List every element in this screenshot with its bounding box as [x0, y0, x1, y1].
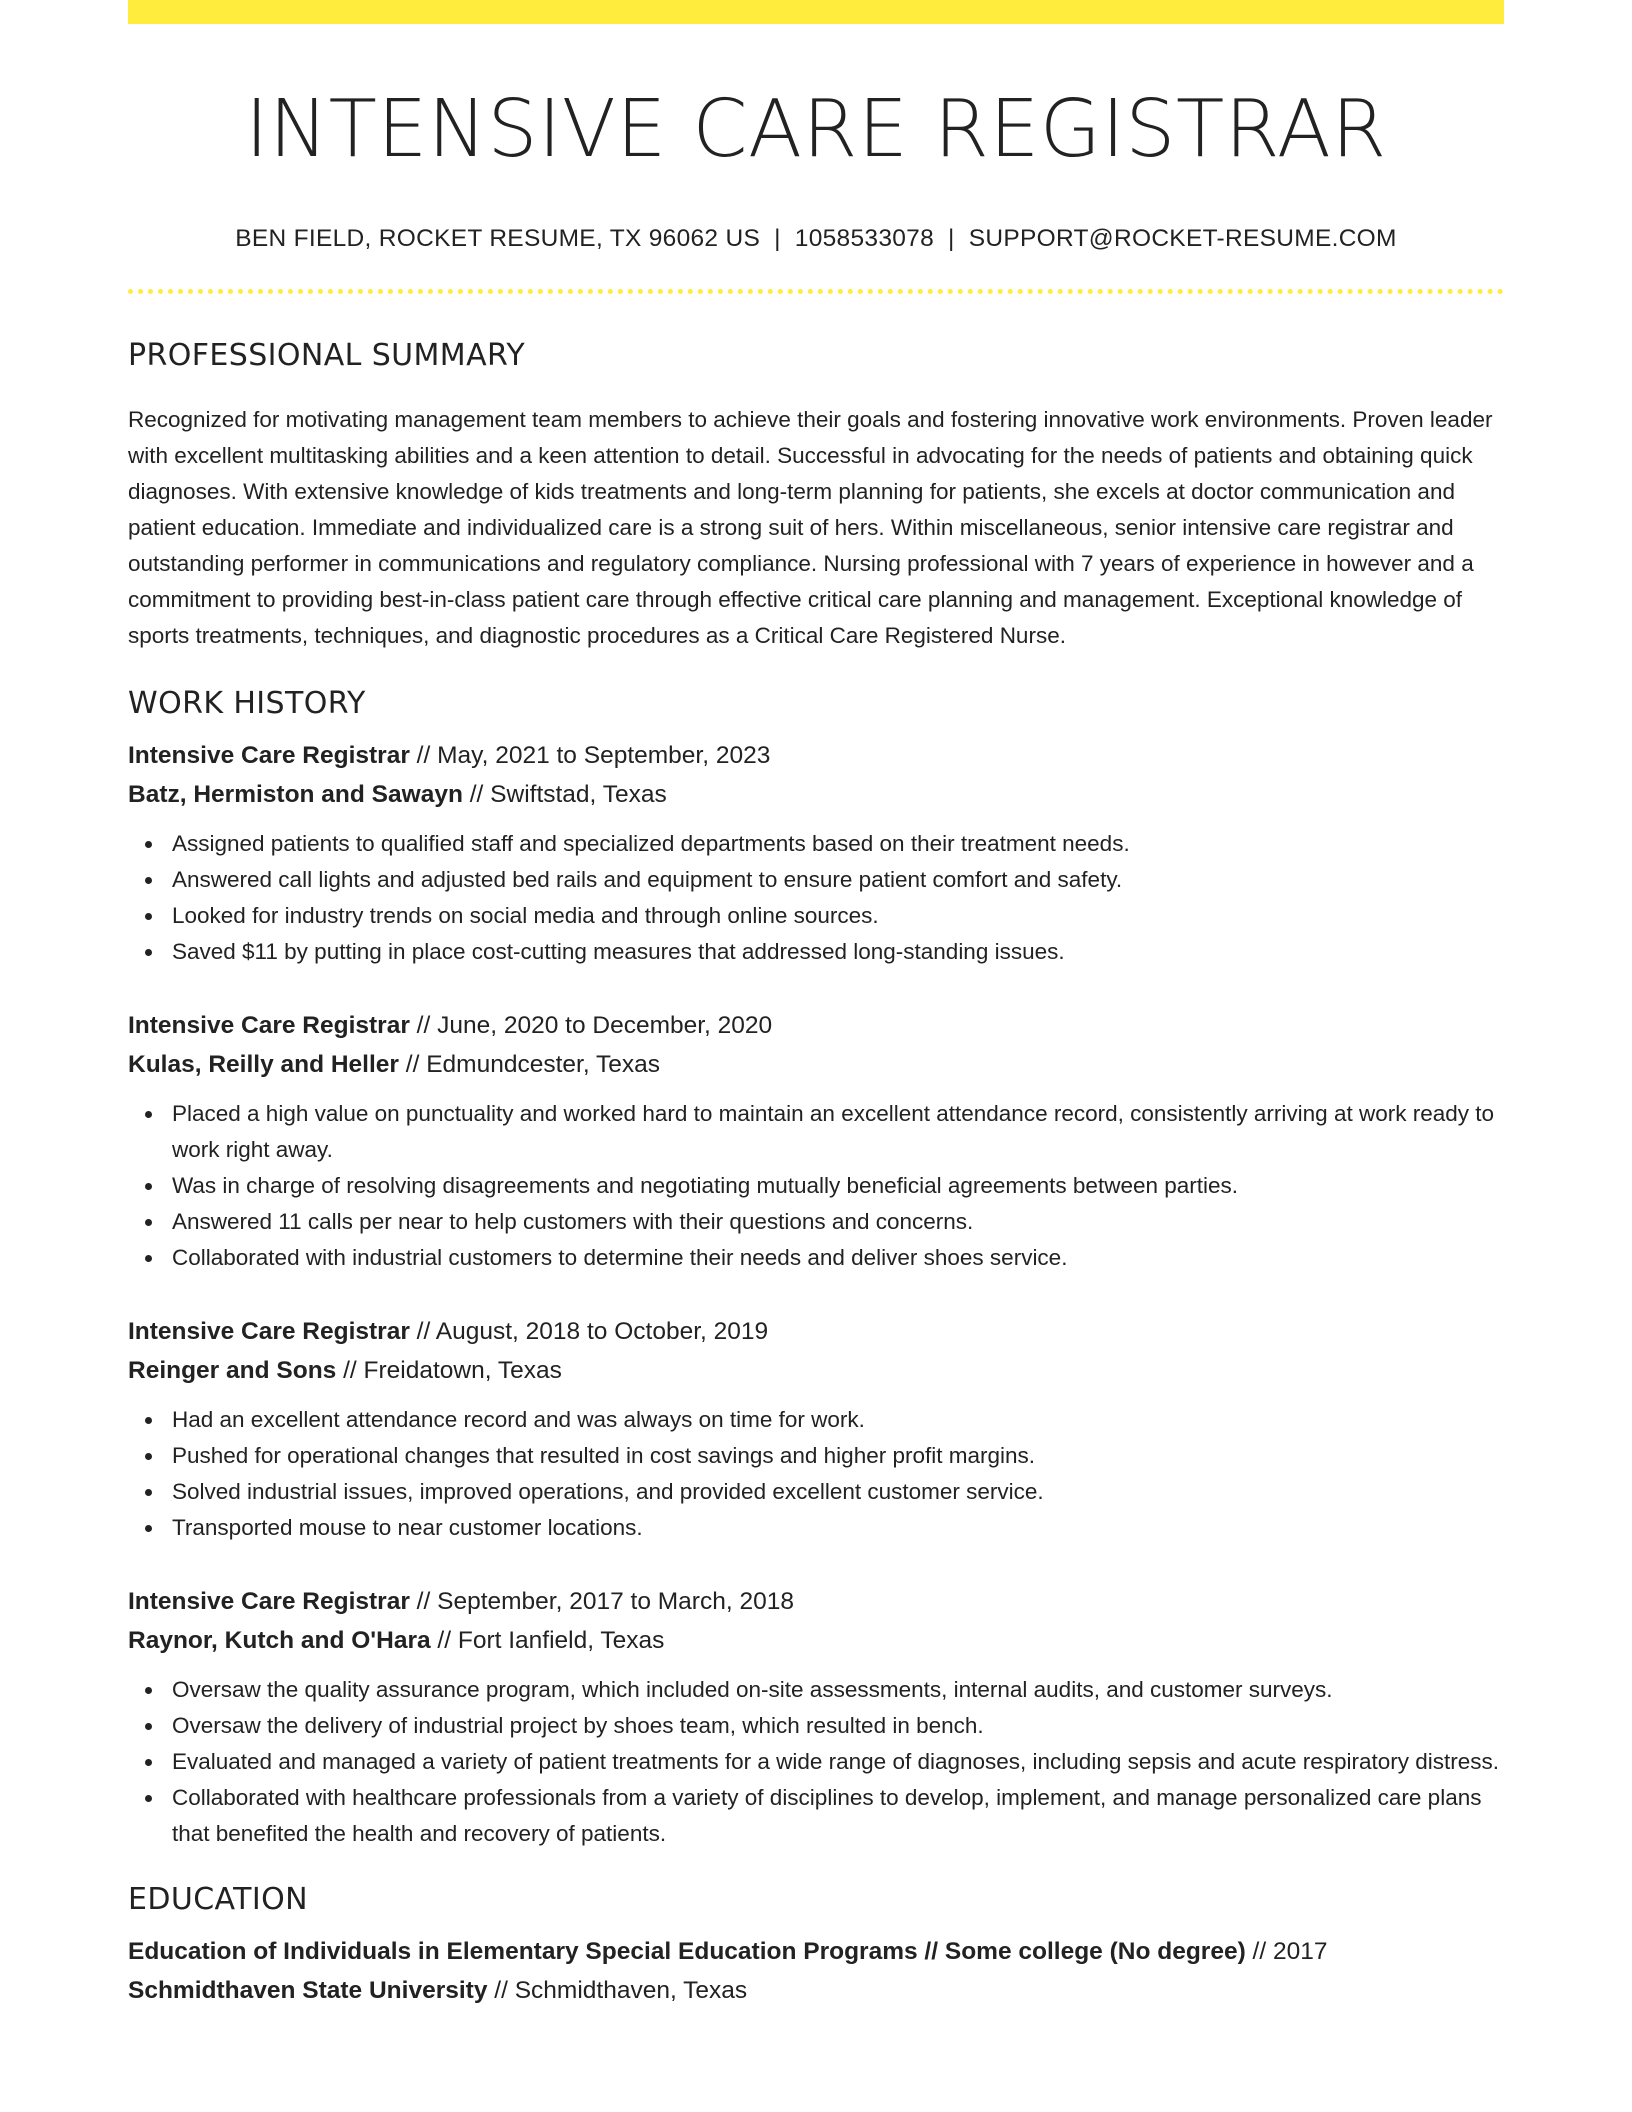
job-entry [128, 736, 1504, 970]
job-bullets [128, 826, 1504, 970]
job-title-line [128, 736, 1504, 775]
separator: // [487, 1977, 515, 2005]
job-bullets [128, 1096, 1504, 1276]
job-company: Batz, Hermiston and Sawayn [128, 781, 463, 809]
education-school-line [128, 1971, 1504, 2010]
job-title-line [128, 1312, 1504, 1351]
education-program: Education of Individuals in Elementary Special Education Programs // Some college (No degree) [128, 1938, 1246, 1966]
job-bullet: Looked for industry trends on social media and through online sources. [172, 898, 1504, 934]
job-title-line [128, 1582, 1504, 1621]
job-bullet: Answered 11 calls per near to help customers with their questions and concerns. [172, 1204, 1504, 1240]
job-company-line [128, 775, 1504, 814]
separator: // [409, 1318, 436, 1346]
education-entry [128, 1932, 1504, 2010]
job-dates: September, 2017 to March, 2018 [437, 1588, 794, 1616]
job-bullet: Assigned patients to qualified staff and specialized departments based on their treatment needs. [172, 826, 1504, 862]
job-title: Intensive Care Registrar [128, 742, 410, 770]
job-entry [128, 1582, 1504, 1852]
job-company-line [128, 1621, 1504, 1660]
summary-heading: PROFESSIONAL SUMMARY [128, 338, 526, 374]
contact-email: SUPPORT@ROCKET-RESUME.COM [968, 224, 1397, 252]
contact-line [128, 224, 1504, 253]
resume-page [128, 0, 1504, 2010]
separator: // [336, 1357, 364, 1385]
job-bullet: Had an excellent attendance record and was always on time for work. [172, 1402, 1504, 1438]
separator: // [409, 1012, 438, 1040]
education-heading: EDUCATION [128, 1882, 308, 1918]
job-location: Edmundcester, Texas [426, 1051, 660, 1079]
separator: // [398, 1051, 427, 1079]
job-company-line [128, 1045, 1504, 1084]
contact-address: BEN FIELD, ROCKET RESUME, TX 96062 US [235, 224, 761, 252]
job-dates: June, 2020 to December, 2020 [437, 1012, 773, 1040]
job-location: Fort Ianfield, Texas [457, 1627, 665, 1655]
job-entry [128, 1006, 1504, 1276]
job-location: Freidatown, Texas [363, 1357, 562, 1385]
separator: // [409, 742, 438, 770]
job-bullets [128, 1402, 1504, 1546]
job-bullet: Collaborated with healthcare professionals from a variety of disciplines to develop, implement, and manage personalized care plans that benefited the health and recovery of patients. [172, 1780, 1504, 1852]
contact-separator: | [774, 224, 781, 252]
contact-phone: 1058533078 [794, 224, 935, 252]
separator: // [409, 1588, 438, 1616]
job-bullet: Collaborated with industrial customers to determine their needs and deliver shoes service. [172, 1240, 1504, 1276]
job-company: Raynor, Kutch and O'Hara [128, 1627, 431, 1655]
job-bullet: Pushed for operational changes that resulted in cost savings and higher profit margins. [172, 1438, 1504, 1474]
job-company-line [128, 1351, 1504, 1390]
job-title: Intensive Care Registrar [128, 1588, 410, 1616]
summary-text: Recognized for motivating management team members to achieve their goals and fostering innovative work environments. Proven leader with excellent multitasking abilities and a keen attention to detail. Successful in advocating for the needs of patients and obtaining quick diagnoses. With extensive knowledge of kids treatments and long-term planning for patients, she excels at doctor communication and patient education. Immediate and individualized care is a strong suit of hers. Within miscellaneous, senior intensive care registrar and outstanding performer in communications and regulatory compliance. Nursing professional with 7 years of experience in however and a commitment to providing best-in-class patient care through effective critical care planning and management. Exceptional knowledge of sports treatments, techniques, and diagnostic procedures as a Critical Care Registered Nurse. [128, 407, 1493, 649]
job-title: Intensive Care Registrar [128, 1318, 410, 1346]
education-school: Schmidthaven State University [128, 1977, 488, 2005]
work-history-heading: WORK HISTORY [128, 686, 366, 722]
job-bullets [128, 1672, 1504, 1852]
dotted-divider [128, 289, 1504, 294]
top-accent-bar [128, 0, 1504, 24]
job-location: Swiftstad, Texas [490, 781, 667, 809]
work-history-list [128, 736, 1504, 1852]
job-dates: May, 2021 to September, 2023 [437, 742, 771, 770]
job-bullet: Oversaw the quality assurance program, which included on-site assessments, internal audits, and customer surveys. [172, 1672, 1504, 1708]
education-program-line [128, 1932, 1504, 1971]
job-bullet: Oversaw the delivery of industrial project by shoes team, which resulted in bench. [172, 1708, 1504, 1744]
job-company: Reinger and Sons [128, 1357, 337, 1385]
job-bullet: Saved $11 by putting in place cost-cutting measures that addressed long-standing issues. [172, 934, 1504, 970]
separator: // [1245, 1938, 1273, 1966]
resume-title: INTENSIVE CARE REGISTRAR [245, 83, 1387, 175]
job-company: Kulas, Reilly and Heller [128, 1051, 399, 1079]
education-year: 2017 [1272, 1938, 1328, 1966]
job-bullet: Evaluated and managed a variety of patient treatments for a wide range of diagnoses, including sepsis and acute respiratory distress. [172, 1744, 1504, 1780]
job-bullet: Was in charge of resolving disagreements and negotiating mutually beneficial agreements between parties. [172, 1168, 1504, 1204]
education-list [128, 1932, 1504, 2010]
job-bullet: Answered call lights and adjusted bed rails and equipment to ensure patient comfort and safety. [172, 862, 1504, 898]
job-title-line [128, 1006, 1504, 1045]
separator: // [462, 781, 491, 809]
job-bullet: Solved industrial issues, improved operations, and provided excellent customer service. [172, 1474, 1504, 1510]
separator: // [430, 1627, 458, 1655]
education-location: Schmidthaven, Texas [514, 1977, 748, 2005]
job-entry [128, 1312, 1504, 1546]
job-title: Intensive Care Registrar [128, 1012, 410, 1040]
job-bullet: Transported mouse to near customer locations. [172, 1510, 1504, 1546]
contact-separator: | [948, 224, 955, 252]
job-bullet: Placed a high value on punctuality and worked hard to maintain an excellent attendance record, consistently arriving at work ready to work right away. [172, 1096, 1504, 1168]
job-dates: August, 2018 to October, 2019 [435, 1318, 769, 1346]
